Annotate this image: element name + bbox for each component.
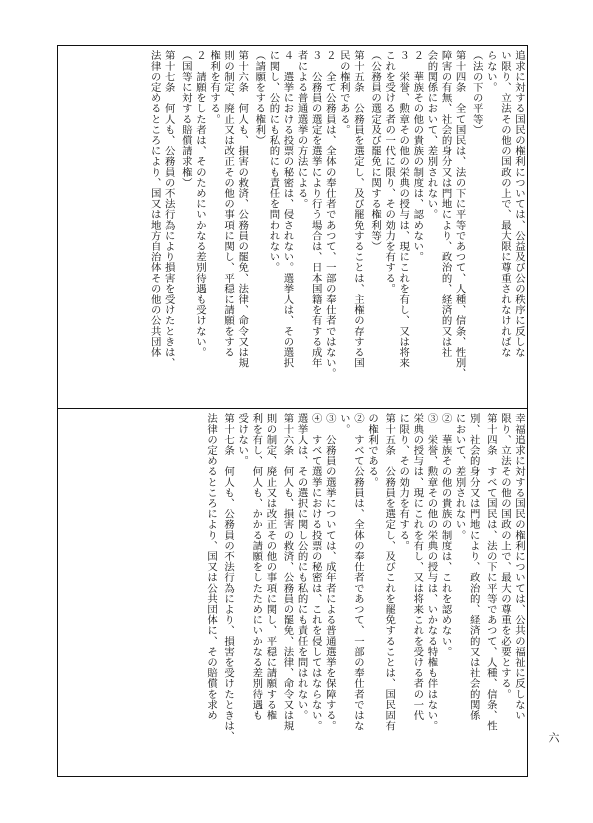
- text-line: い。: [337, 413, 350, 435]
- text-line: ③ 栄誉、勲章その他の栄典の授与は、いかなる特権も伴はない。: [425, 413, 438, 731]
- text-line: 追求に対する国民の権利については、公益及び公の秩序に反しな: [513, 50, 525, 358]
- text-line: の権利である。: [366, 413, 379, 488]
- text-line: ２ 全て公務員は、全体の奉仕者であつて、一部の奉仕者ではない。: [323, 50, 336, 379]
- text-line: 者による普通選挙の方法による。: [295, 50, 308, 209]
- text-line: 民の権利である。: [337, 50, 350, 135]
- section-divider: [57, 408, 528, 409]
- current-text-panel: [61, 413, 526, 773]
- text-line: に関し、公的にも私的にも責任を問われない。: [267, 50, 280, 273]
- text-line: らない。: [484, 50, 497, 93]
- text-line: 法律の定めるところにより、国又は地方自治体その他の公共団体: [148, 50, 161, 358]
- text-line: 会的関係において、差別されない。: [425, 50, 438, 220]
- text-line: これを受ける者の一代に限り、その効力を有する。: [383, 50, 396, 294]
- text-line: ② すべて公務員は、全体の奉仕者であつて、一部の奉仕者ではな: [351, 413, 364, 731]
- text-line: 幸福追求に対する国民の権利については、公共の福祉に反しない: [513, 413, 525, 721]
- article-heading: （請願をする権利）: [253, 50, 266, 146]
- article-heading: （法の下の平等）: [470, 50, 483, 135]
- text-line: に限り、その効力を有する。: [397, 413, 410, 551]
- text-line: 第十七条 何人も、公務員の不法行為により損害を受けたときは、: [162, 50, 175, 368]
- text-line: において、差別されない。: [453, 413, 466, 541]
- text-line: ３ 栄誉、勲章その他の栄典の授与は、現にこれを有し、又は将来: [397, 50, 410, 368]
- article-heading: （国等に対する賠償請求権）: [179, 50, 192, 188]
- text-line: 別、社会的身分又は門地により、政治的、経済的又は社会的関係: [467, 413, 480, 721]
- text-line: 利を有し、何人も、かかる請願をしたためにいかなる差別待遇も: [250, 413, 263, 721]
- text-line: 栄典の授与は、現にこれを有し、又は将来これを受ける者の一代: [411, 413, 424, 721]
- text-line: ３ 公務員の選定を選挙により行う場合は、日本国籍を有する成年: [309, 50, 322, 368]
- text-line: 第十六条 何人も、損害の救済、公務員の罷免、法律、命令又は規: [236, 50, 249, 368]
- text-line: ２ 請願をした者は、そのためにいかなる差別待遇も受けない。: [193, 50, 206, 358]
- article-heading: （公務員の選定及び罷免に関する権利等）: [369, 50, 382, 252]
- text-line: ４ 選挙における投票の秘密は、侵されない。選挙人は、その選択: [281, 50, 294, 368]
- text-line: 則の制定、廃止又は改正その他の事項に関し、平穏に請願する権: [264, 413, 277, 721]
- text-line: 則の制定、廃止又は改正その他の事項に関し、平穏に請願をする: [222, 50, 235, 358]
- text-line: 第十四条 すべて国民は、法の下に平等であつて、人種、信条、性: [484, 413, 497, 731]
- draft-text-panel: [61, 50, 526, 404]
- text-line: 第十七条 何人も、公務員の不法行為により、損害を受けたときは、: [222, 413, 235, 742]
- text-line: 第十五条 公務員を選定し、及び罷免することは、主権の存する国: [351, 50, 364, 368]
- text-line: ② 華族その他の貴族の制度は、これを認めない。: [439, 413, 452, 657]
- text-line: 第十六条 何人も、損害の救済、公務員の罷免、法律、命令又は規: [281, 413, 294, 731]
- text-line: 第十五条 公務員を選定し、及びこれを罷免することは、国民固有: [383, 413, 396, 731]
- text-line: 受けない。: [236, 413, 249, 466]
- text-line: 権利を有する。: [208, 50, 221, 125]
- text-line: 法律の定めるところにより、国又は公共団体に、その賠償を求め: [205, 413, 218, 721]
- text-line: ③ 公務員の選挙については、成年者による普通選挙を保障する。: [323, 413, 336, 731]
- text-line: ④ すべて選挙における投票の秘密は、これを侵してはならない。: [309, 413, 322, 731]
- text-line: 第十四条 全て国民は、法の下に平等であつて、人種、信条、性別、: [453, 50, 466, 379]
- text-line: ２ 華族その他の貴族の制度は、認めない。: [411, 50, 424, 262]
- text-line: い限り、立法その他の国政の上で、最大限に尊重されなければな: [498, 50, 511, 358]
- text-line: 選挙人は、その選択に関し公的にも私的にも責任を問はれない。: [295, 413, 308, 721]
- text-line: 限り、立法その他の国政の上で、最大の尊重を必要とする。: [498, 413, 511, 700]
- text-line: 障害の有無、社会的身分又は門地により、政治的、経済的又は社: [439, 50, 452, 358]
- page-number: 六: [547, 732, 560, 743]
